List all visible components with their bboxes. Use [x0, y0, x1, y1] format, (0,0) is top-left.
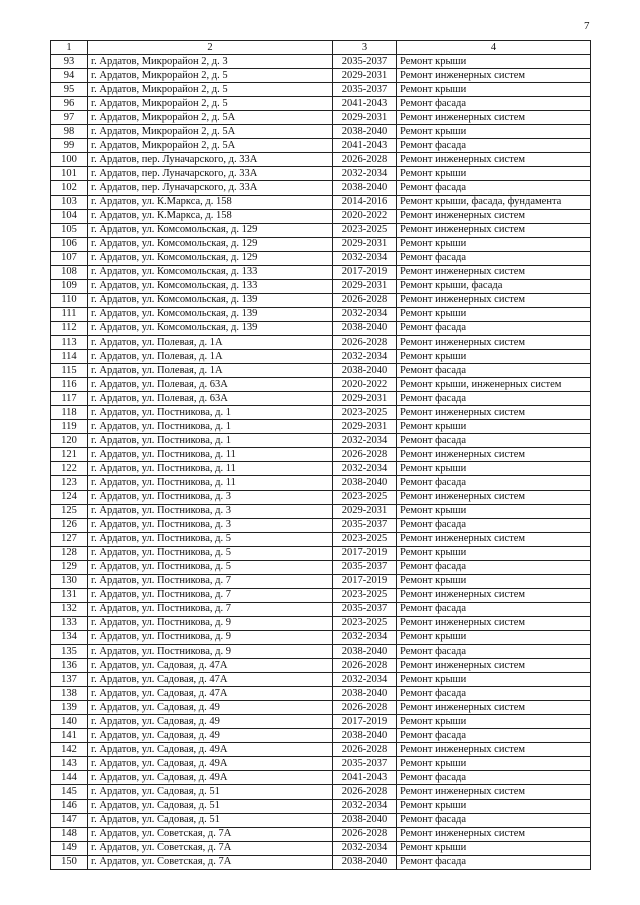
row-work-type: Ремонт инженерных систем: [397, 532, 591, 546]
page-number: 7: [584, 20, 590, 32]
row-number: 148: [51, 827, 88, 841]
row-work-type: Ремонт фасада: [397, 771, 591, 785]
row-number: 98: [51, 125, 88, 139]
table-row: [51, 841, 591, 855]
table-row: [51, 111, 591, 125]
row-period: 2026-2028: [333, 153, 397, 167]
row-period: 2014-2016: [333, 195, 397, 209]
row-period: 2023-2025: [333, 223, 397, 237]
row-number: 99: [51, 139, 88, 153]
row-address: г. Ардатов, ул. Комсомольская, д. 139: [88, 293, 333, 307]
row-number: 125: [51, 504, 88, 518]
row-period: 2026-2028: [333, 448, 397, 462]
row-number: 133: [51, 616, 88, 630]
table-row: [51, 715, 591, 729]
table-row: [51, 757, 591, 771]
table-row: [51, 659, 591, 673]
table-row: [51, 729, 591, 743]
row-address: г. Ардатов, ул. Постникова, д. 1: [88, 406, 333, 420]
row-work-type: Ремонт крыши: [397, 350, 591, 364]
row-address: г. Ардатов, ул. Полевая, д. 63А: [88, 378, 333, 392]
row-address: г. Ардатов, Микрорайон 2, д. 5А: [88, 111, 333, 125]
row-address: г. Ардатов, ул. Постникова, д. 9: [88, 630, 333, 644]
row-period: 2035-2037: [333, 55, 397, 69]
row-number: 97: [51, 111, 88, 125]
row-work-type: Ремонт фасада: [397, 855, 591, 869]
row-address: г. Ардатов, ул. Постникова, д. 3: [88, 504, 333, 518]
row-number: 147: [51, 813, 88, 827]
row-work-type: Ремонт инженерных систем: [397, 335, 591, 349]
row-number: 129: [51, 560, 88, 574]
row-number: 114: [51, 350, 88, 364]
row-work-type: Ремонт фасада: [397, 729, 591, 743]
row-number: 149: [51, 841, 88, 855]
table-header-row: [51, 41, 591, 55]
row-work-type: Ремонт инженерных систем: [397, 406, 591, 420]
row-period: 2035-2037: [333, 83, 397, 97]
row-period: 2038-2040: [333, 687, 397, 701]
table-row: [51, 645, 591, 659]
row-address: г. Ардатов, ул. Комсомольская, д. 129: [88, 251, 333, 265]
row-period: 2041-2043: [333, 97, 397, 111]
row-work-type: Ремонт крыши: [397, 462, 591, 476]
row-period: 2032-2034: [333, 630, 397, 644]
table-row: [51, 125, 591, 139]
row-work-type: Ремонт инженерных систем: [397, 588, 591, 602]
row-address: г. Ардатов, ул. Советская, д. 7А: [88, 827, 333, 841]
table-row: [51, 406, 591, 420]
row-number: 117: [51, 392, 88, 406]
row-work-type: Ремонт крыши: [397, 574, 591, 588]
table-row: [51, 560, 591, 574]
row-address: г. Ардатов, ул. Постникова, д. 1: [88, 434, 333, 448]
row-period: 2032-2034: [333, 251, 397, 265]
row-address: г. Ардатов, ул. Комсомольская, д. 129: [88, 237, 333, 251]
row-period: 2026-2028: [333, 293, 397, 307]
row-number: 136: [51, 659, 88, 673]
row-number: 103: [51, 195, 88, 209]
row-work-type: Ремонт инженерных систем: [397, 293, 591, 307]
table-row: [51, 279, 591, 293]
table-row: [51, 799, 591, 813]
row-address: г. Ардатов, ул. Садовая, д. 51: [88, 813, 333, 827]
row-address: г. Ардатов, ул. Постникова, д. 5: [88, 560, 333, 574]
table-row: [51, 420, 591, 434]
table-row: [51, 687, 591, 701]
table-body: [51, 55, 591, 870]
row-address: г. Ардатов, ул. Постникова, д. 11: [88, 448, 333, 462]
table-row: [51, 546, 591, 560]
row-work-type: Ремонт фасада: [397, 645, 591, 659]
row-number: 102: [51, 181, 88, 195]
header-col-period: 3: [333, 41, 397, 55]
row-period: 2035-2037: [333, 518, 397, 532]
row-number: 131: [51, 588, 88, 602]
row-address: г. Ардатов, ул. Постникова, д. 5: [88, 546, 333, 560]
row-number: 110: [51, 293, 88, 307]
row-period: 2041-2043: [333, 771, 397, 785]
row-number: 142: [51, 743, 88, 757]
table-row: [51, 195, 591, 209]
table-row: [51, 153, 591, 167]
row-work-type: Ремонт крыши: [397, 125, 591, 139]
row-work-type: Ремонт инженерных систем: [397, 490, 591, 504]
row-address: г. Ардатов, ул. Садовая, д. 49А: [88, 771, 333, 785]
row-work-type: Ремонт фасада: [397, 321, 591, 335]
row-address: г. Ардатов, ул. Постникова, д. 3: [88, 490, 333, 504]
row-address: г. Ардатов, ул. Садовая, д. 47А: [88, 659, 333, 673]
row-work-type: Ремонт инженерных систем: [397, 209, 591, 223]
row-number: 105: [51, 223, 88, 237]
row-address: г. Ардатов, ул. Постникова, д. 5: [88, 532, 333, 546]
table-row: [51, 97, 591, 111]
row-address: г. Ардатов, ул. Садовая, д. 51: [88, 785, 333, 799]
row-address: г. Ардатов, ул. Постникова, д. 7: [88, 602, 333, 616]
row-number: 93: [51, 55, 88, 69]
row-address: г. Ардатов, ул. Постникова, д. 11: [88, 462, 333, 476]
row-number: 134: [51, 630, 88, 644]
row-number: 126: [51, 518, 88, 532]
table-row: [51, 364, 591, 378]
row-period: 2023-2025: [333, 616, 397, 630]
row-work-type: Ремонт фасада: [397, 476, 591, 490]
row-number: 135: [51, 645, 88, 659]
table-row: [51, 827, 591, 841]
row-number: 116: [51, 378, 88, 392]
row-number: 144: [51, 771, 88, 785]
table-row: [51, 855, 591, 869]
row-address: г. Ардатов, ул. Постникова, д. 11: [88, 476, 333, 490]
row-number: 123: [51, 476, 88, 490]
row-period: 2032-2034: [333, 799, 397, 813]
row-work-type: Ремонт инженерных систем: [397, 827, 591, 841]
row-period: 2020-2022: [333, 209, 397, 223]
row-address: г. Ардатов, ул. Полевая, д. 1А: [88, 335, 333, 349]
row-address: г. Ардатов, ул. Постникова, д. 9: [88, 616, 333, 630]
row-address: г. Ардатов, ул. Постникова, д. 9: [88, 645, 333, 659]
row-period: 2026-2028: [333, 785, 397, 799]
row-address: г. Ардатов, ул. Садовая, д. 49А: [88, 757, 333, 771]
row-period: 2038-2040: [333, 181, 397, 195]
row-work-type: Ремонт фасада: [397, 139, 591, 153]
row-address: г. Ардатов, ул. Садовая, д. 47А: [88, 673, 333, 687]
table-row: [51, 69, 591, 83]
row-work-type: Ремонт инженерных систем: [397, 448, 591, 462]
row-number: 137: [51, 673, 88, 687]
row-work-type: Ремонт инженерных систем: [397, 785, 591, 799]
table-row: [51, 293, 591, 307]
table-row: [51, 434, 591, 448]
row-period: 2038-2040: [333, 729, 397, 743]
row-period: 2017-2019: [333, 715, 397, 729]
row-number: 128: [51, 546, 88, 560]
table-row: [51, 307, 591, 321]
row-work-type: Ремонт фасада: [397, 687, 591, 701]
table-row: [51, 701, 591, 715]
row-address: г. Ардатов, ул. Комсомольская, д. 139: [88, 321, 333, 335]
table-row: [51, 167, 591, 181]
row-period: 2026-2028: [333, 743, 397, 757]
table-row: [51, 630, 591, 644]
row-address: г. Ардатов, Микрорайон 2, д. 3: [88, 55, 333, 69]
row-number: 107: [51, 251, 88, 265]
row-period: 2032-2034: [333, 434, 397, 448]
row-number: 108: [51, 265, 88, 279]
row-work-type: Ремонт фасада: [397, 97, 591, 111]
row-number: 100: [51, 153, 88, 167]
row-period: 2023-2025: [333, 406, 397, 420]
table-row: [51, 350, 591, 364]
row-work-type: Ремонт крыши: [397, 630, 591, 644]
row-period: 2032-2034: [333, 167, 397, 181]
row-period: 2038-2040: [333, 813, 397, 827]
row-address: г. Ардатов, ул. Постникова, д. 7: [88, 588, 333, 602]
table-row: [51, 490, 591, 504]
table-row: [51, 743, 591, 757]
row-number: 111: [51, 307, 88, 321]
row-work-type: Ремонт крыши: [397, 757, 591, 771]
table-row: [51, 237, 591, 251]
row-period: 2029-2031: [333, 279, 397, 293]
row-number: 94: [51, 69, 88, 83]
row-address: г. Ардатов, ул. Советская, д. 7А: [88, 855, 333, 869]
row-address: г. Ардатов, ул. Садовая, д. 49: [88, 729, 333, 743]
row-address: г. Ардатов, ул. Садовая, д. 49: [88, 715, 333, 729]
table-row: [51, 532, 591, 546]
row-work-type: Ремонт крыши: [397, 307, 591, 321]
row-address: г. Ардатов, пер. Луначарского, д. 33А: [88, 153, 333, 167]
row-work-type: Ремонт крыши: [397, 715, 591, 729]
row-number: 143: [51, 757, 88, 771]
row-work-type: Ремонт крыши: [397, 420, 591, 434]
table-row: [51, 321, 591, 335]
row-work-type: Ремонт фасада: [397, 251, 591, 265]
row-work-type: Ремонт крыши: [397, 546, 591, 560]
row-address: г. Ардатов, Микрорайон 2, д. 5: [88, 83, 333, 97]
row-work-type: Ремонт крыши: [397, 83, 591, 97]
row-number: 120: [51, 434, 88, 448]
row-work-type: Ремонт фасада: [397, 364, 591, 378]
row-period: 2035-2037: [333, 560, 397, 574]
row-address: г. Ардатов, ул. Полевая, д. 63А: [88, 392, 333, 406]
header-col-address: 2: [88, 41, 333, 55]
row-number: 106: [51, 237, 88, 251]
table-row: [51, 574, 591, 588]
row-number: 146: [51, 799, 88, 813]
row-period: 2032-2034: [333, 350, 397, 364]
row-address: г. Ардатов, пер. Луначарского, д. 33А: [88, 167, 333, 181]
header-col-number: 1: [51, 41, 88, 55]
row-work-type: Ремонт фасада: [397, 434, 591, 448]
row-period: 2029-2031: [333, 420, 397, 434]
row-work-type: Ремонт фасада: [397, 181, 591, 195]
row-work-type: Ремонт инженерных систем: [397, 153, 591, 167]
row-address: г. Ардатов, Микрорайон 2, д. 5А: [88, 139, 333, 153]
row-period: 2038-2040: [333, 321, 397, 335]
row-number: 118: [51, 406, 88, 420]
row-work-type: Ремонт крыши: [397, 799, 591, 813]
row-number: 104: [51, 209, 88, 223]
row-address: г. Ардатов, Микрорайон 2, д. 5: [88, 97, 333, 111]
table-row: [51, 616, 591, 630]
row-number: 150: [51, 855, 88, 869]
row-work-type: Ремонт фасада: [397, 560, 591, 574]
row-address: г. Ардатов, ул. Садовая, д. 51: [88, 799, 333, 813]
row-period: 2023-2025: [333, 532, 397, 546]
row-period: 2038-2040: [333, 645, 397, 659]
row-number: 145: [51, 785, 88, 799]
row-period: 2023-2025: [333, 490, 397, 504]
row-number: 139: [51, 701, 88, 715]
row-work-type: Ремонт фасада: [397, 602, 591, 616]
row-period: 2041-2043: [333, 139, 397, 153]
row-number: 130: [51, 574, 88, 588]
row-address: г. Ардатов, ул. Комсомольская, д. 133: [88, 265, 333, 279]
row-period: 2032-2034: [333, 307, 397, 321]
row-number: 115: [51, 364, 88, 378]
row-work-type: Ремонт фасада: [397, 813, 591, 827]
table-row: [51, 209, 591, 223]
row-work-type: Ремонт крыши: [397, 841, 591, 855]
row-period: 2029-2031: [333, 69, 397, 83]
table-row: [51, 83, 591, 97]
row-period: 2038-2040: [333, 364, 397, 378]
row-period: 2017-2019: [333, 265, 397, 279]
row-number: 109: [51, 279, 88, 293]
row-address: г. Ардатов, ул. Садовая, д. 49: [88, 701, 333, 715]
row-number: 141: [51, 729, 88, 743]
row-number: 140: [51, 715, 88, 729]
row-work-type: Ремонт фасада: [397, 518, 591, 532]
table-row: [51, 813, 591, 827]
row-period: 2026-2028: [333, 701, 397, 715]
table-row: [51, 181, 591, 195]
row-address: г. Ардатов, ул. Садовая, д. 49А: [88, 743, 333, 757]
repair-schedule-table: [50, 40, 591, 870]
row-period: 2020-2022: [333, 378, 397, 392]
row-period: 2032-2034: [333, 841, 397, 855]
row-work-type: Ремонт фасада: [397, 392, 591, 406]
row-work-type: Ремонт крыши: [397, 55, 591, 69]
row-number: 96: [51, 97, 88, 111]
row-period: 2029-2031: [333, 111, 397, 125]
row-period: 2038-2040: [333, 125, 397, 139]
row-work-type: Ремонт крыши: [397, 504, 591, 518]
row-period: 2023-2025: [333, 588, 397, 602]
row-period: 2026-2028: [333, 659, 397, 673]
table-row: [51, 392, 591, 406]
row-work-type: Ремонт инженерных систем: [397, 265, 591, 279]
row-address: г. Ардатов, ул. Полевая, д. 1А: [88, 350, 333, 364]
table-row: [51, 785, 591, 799]
row-address: г. Ардатов, ул. Комсомольская, д. 133: [88, 279, 333, 293]
table-row: [51, 265, 591, 279]
table-row: [51, 223, 591, 237]
row-period: 2038-2040: [333, 855, 397, 869]
row-number: 112: [51, 321, 88, 335]
row-address: г. Ардатов, ул. Комсомольская, д. 129: [88, 223, 333, 237]
table-row: [51, 771, 591, 785]
row-number: 119: [51, 420, 88, 434]
row-period: 2026-2028: [333, 335, 397, 349]
row-period: 2017-2019: [333, 546, 397, 560]
table-row: [51, 518, 591, 532]
row-number: 127: [51, 532, 88, 546]
table-row: [51, 251, 591, 265]
table-row: [51, 504, 591, 518]
row-address: г. Ардатов, Микрорайон 2, д. 5А: [88, 125, 333, 139]
row-work-type: Ремонт крыши: [397, 673, 591, 687]
row-address: г. Ардатов, ул. Постникова, д. 7: [88, 574, 333, 588]
row-period: 2035-2037: [333, 757, 397, 771]
row-number: 101: [51, 167, 88, 181]
table-row: [51, 139, 591, 153]
row-address: г. Ардатов, ул. Постникова, д. 3: [88, 518, 333, 532]
row-address: г. Ардатов, ул. Комсомольская, д. 139: [88, 307, 333, 321]
row-address: г. Ардатов, ул. Постникова, д. 1: [88, 420, 333, 434]
row-work-type: Ремонт инженерных систем: [397, 659, 591, 673]
table-row: [51, 673, 591, 687]
row-work-type: Ремонт инженерных систем: [397, 111, 591, 125]
row-work-type: Ремонт крыши: [397, 237, 591, 251]
row-number: 121: [51, 448, 88, 462]
row-address: г. Ардатов, ул. Садовая, д. 47А: [88, 687, 333, 701]
row-address: г. Ардатов, ул. К.Маркса, д. 158: [88, 195, 333, 209]
row-period: 2017-2019: [333, 574, 397, 588]
row-number: 95: [51, 83, 88, 97]
row-period: 2029-2031: [333, 392, 397, 406]
row-address: г. Ардатов, ул. Полевая, д. 1А: [88, 364, 333, 378]
row-work-type: Ремонт инженерных систем: [397, 743, 591, 757]
row-period: 2026-2028: [333, 827, 397, 841]
row-period: 2029-2031: [333, 237, 397, 251]
row-period: 2035-2037: [333, 602, 397, 616]
row-number: 124: [51, 490, 88, 504]
row-number: 122: [51, 462, 88, 476]
header-col-work: 4: [397, 41, 591, 55]
row-work-type: Ремонт инженерных систем: [397, 616, 591, 630]
row-work-type: Ремонт крыши, инженерных систем: [397, 378, 591, 392]
row-number: 138: [51, 687, 88, 701]
table-row: [51, 448, 591, 462]
table-row: [51, 602, 591, 616]
row-work-type: Ремонт крыши, фасада: [397, 279, 591, 293]
row-work-type: Ремонт крыши: [397, 167, 591, 181]
table-row: [51, 462, 591, 476]
row-address: г. Ардатов, Микрорайон 2, д. 5: [88, 69, 333, 83]
table-row: [51, 55, 591, 69]
row-work-type: Ремонт крыши, фасада, фундамента: [397, 195, 591, 209]
row-work-type: Ремонт инженерных систем: [397, 223, 591, 237]
row-number: 113: [51, 335, 88, 349]
row-address: г. Ардатов, ул. К.Маркса, д. 158: [88, 209, 333, 223]
row-address: г. Ардатов, ул. Советская, д. 7А: [88, 841, 333, 855]
row-period: 2038-2040: [333, 476, 397, 490]
table-row: [51, 378, 591, 392]
row-period: 2032-2034: [333, 462, 397, 476]
row-period: 2029-2031: [333, 504, 397, 518]
table-row: [51, 476, 591, 490]
row-period: 2032-2034: [333, 673, 397, 687]
row-number: 132: [51, 602, 88, 616]
row-work-type: Ремонт инженерных систем: [397, 69, 591, 83]
table-row: [51, 588, 591, 602]
row-work-type: Ремонт инженерных систем: [397, 701, 591, 715]
table-row: [51, 335, 591, 349]
row-address: г. Ардатов, пер. Луначарского, д. 33А: [88, 181, 333, 195]
